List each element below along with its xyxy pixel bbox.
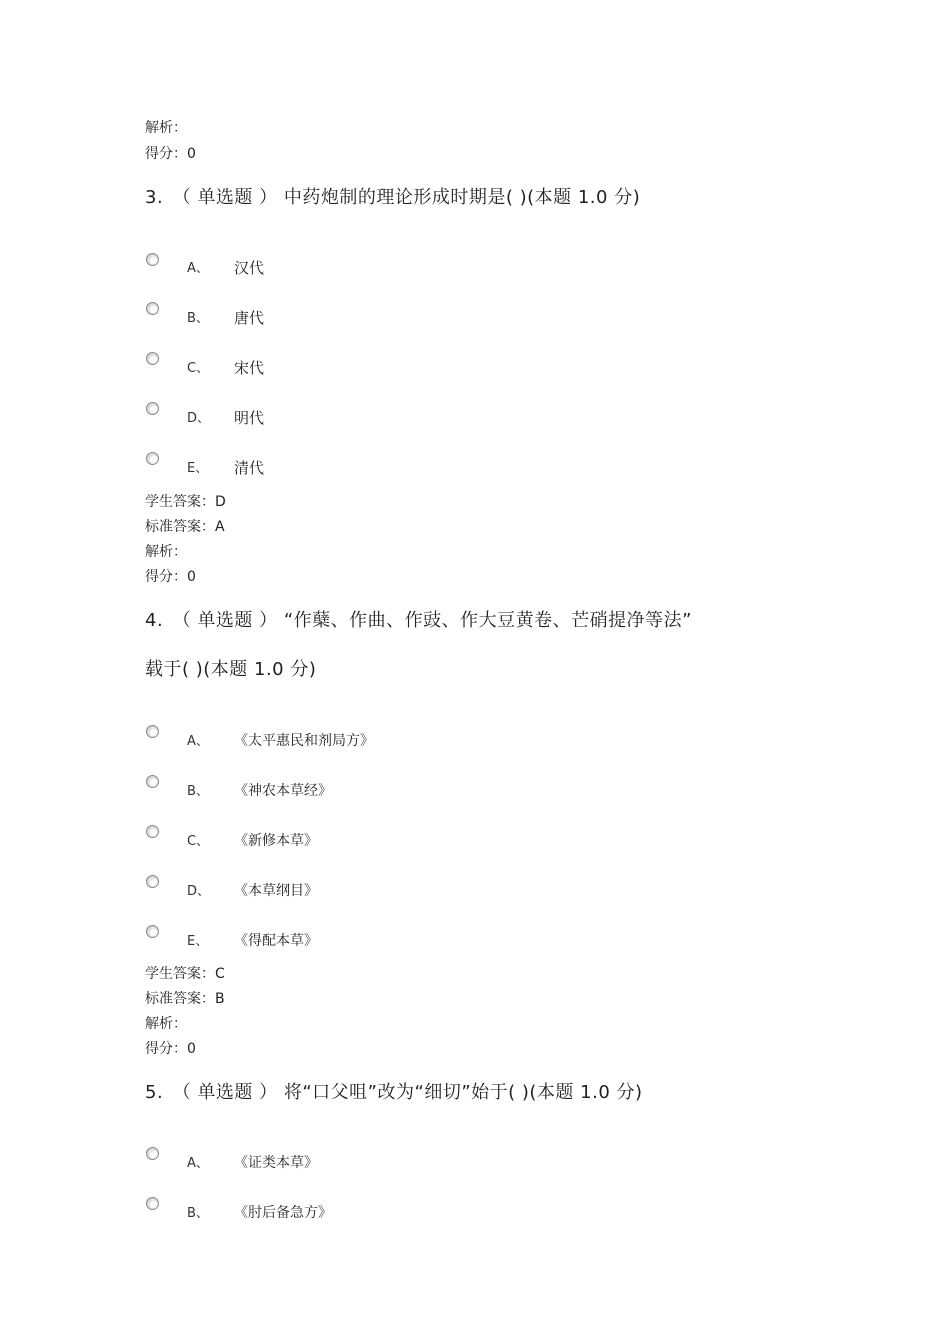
radio-q5-b[interactable]: [146, 1197, 159, 1210]
option-text: 《证类本草》: [234, 1155, 318, 1171]
option-letter: E、: [187, 461, 209, 476]
student-answer: 学生答案：C: [145, 966, 225, 982]
option-text: 《肘后备急方》: [234, 1205, 332, 1221]
standard-answer: 标准答案：A: [145, 519, 225, 535]
analysis-label: 解析：: [145, 1016, 187, 1032]
radio-q3-b[interactable]: [146, 302, 159, 315]
option-text: 《太平惠民和剂局方》: [234, 733, 374, 749]
question-4-title: 4. （ 单选题 ） “作蘖、作曲、作豉、作大豆黄卷、芒硝提净等法”: [145, 610, 692, 631]
score-text: 得分：0: [145, 569, 196, 585]
option-letter: B、: [187, 311, 209, 326]
option-text: 《本草纲目》: [234, 883, 318, 899]
option-letter: E、: [187, 934, 209, 949]
option-text: 清代: [234, 459, 265, 477]
student-answer: 学生答案：D: [145, 494, 226, 510]
score-text: 得分：0: [145, 1041, 196, 1057]
option-letter: A、: [187, 261, 209, 276]
option-text: 明代: [234, 409, 265, 427]
score-text: 得分：0: [145, 146, 196, 162]
option-letter: C、: [187, 361, 210, 376]
analysis-label: 解析：: [145, 544, 187, 560]
option-text: 《新修本草》: [234, 833, 318, 849]
question-4-title-cont: 载于( )(本题 1.0 分): [145, 659, 317, 680]
option-letter: B、: [187, 784, 209, 799]
radio-q4-a[interactable]: [146, 725, 159, 738]
radio-q3-c[interactable]: [146, 352, 159, 365]
option-text: 《神农本草经》: [234, 783, 332, 799]
radio-q4-e[interactable]: [146, 925, 159, 938]
radio-q3-d[interactable]: [146, 402, 159, 415]
radio-q5-a[interactable]: [146, 1147, 159, 1160]
option-letter: D、: [187, 411, 211, 426]
option-text: 汉代: [234, 259, 265, 277]
option-letter: C、: [187, 834, 210, 849]
analysis-label: 解析：: [145, 120, 187, 136]
radio-q3-a[interactable]: [146, 253, 159, 266]
option-letter: D、: [187, 884, 211, 899]
standard-answer: 标准答案：B: [145, 991, 225, 1007]
radio-q4-c[interactable]: [146, 825, 159, 838]
option-letter: A、: [187, 1156, 209, 1171]
option-text: 宋代: [234, 359, 265, 377]
radio-q4-b[interactable]: [146, 775, 159, 788]
option-letter: B、: [187, 1206, 209, 1221]
radio-q4-d[interactable]: [146, 875, 159, 888]
question-5-title: 5. （ 单选题 ） 将“口父咀”改为“细切”始于( )(本题 1.0 分): [145, 1082, 643, 1103]
option-letter: A、: [187, 734, 209, 749]
question-3-title: 3. （ 单选题 ） 中药炮制的理论形成时期是( )(本题 1.0 分): [145, 187, 641, 208]
option-text: 唐代: [234, 309, 265, 327]
radio-q3-e[interactable]: [146, 452, 159, 465]
option-text: 《得配本草》: [234, 933, 318, 949]
